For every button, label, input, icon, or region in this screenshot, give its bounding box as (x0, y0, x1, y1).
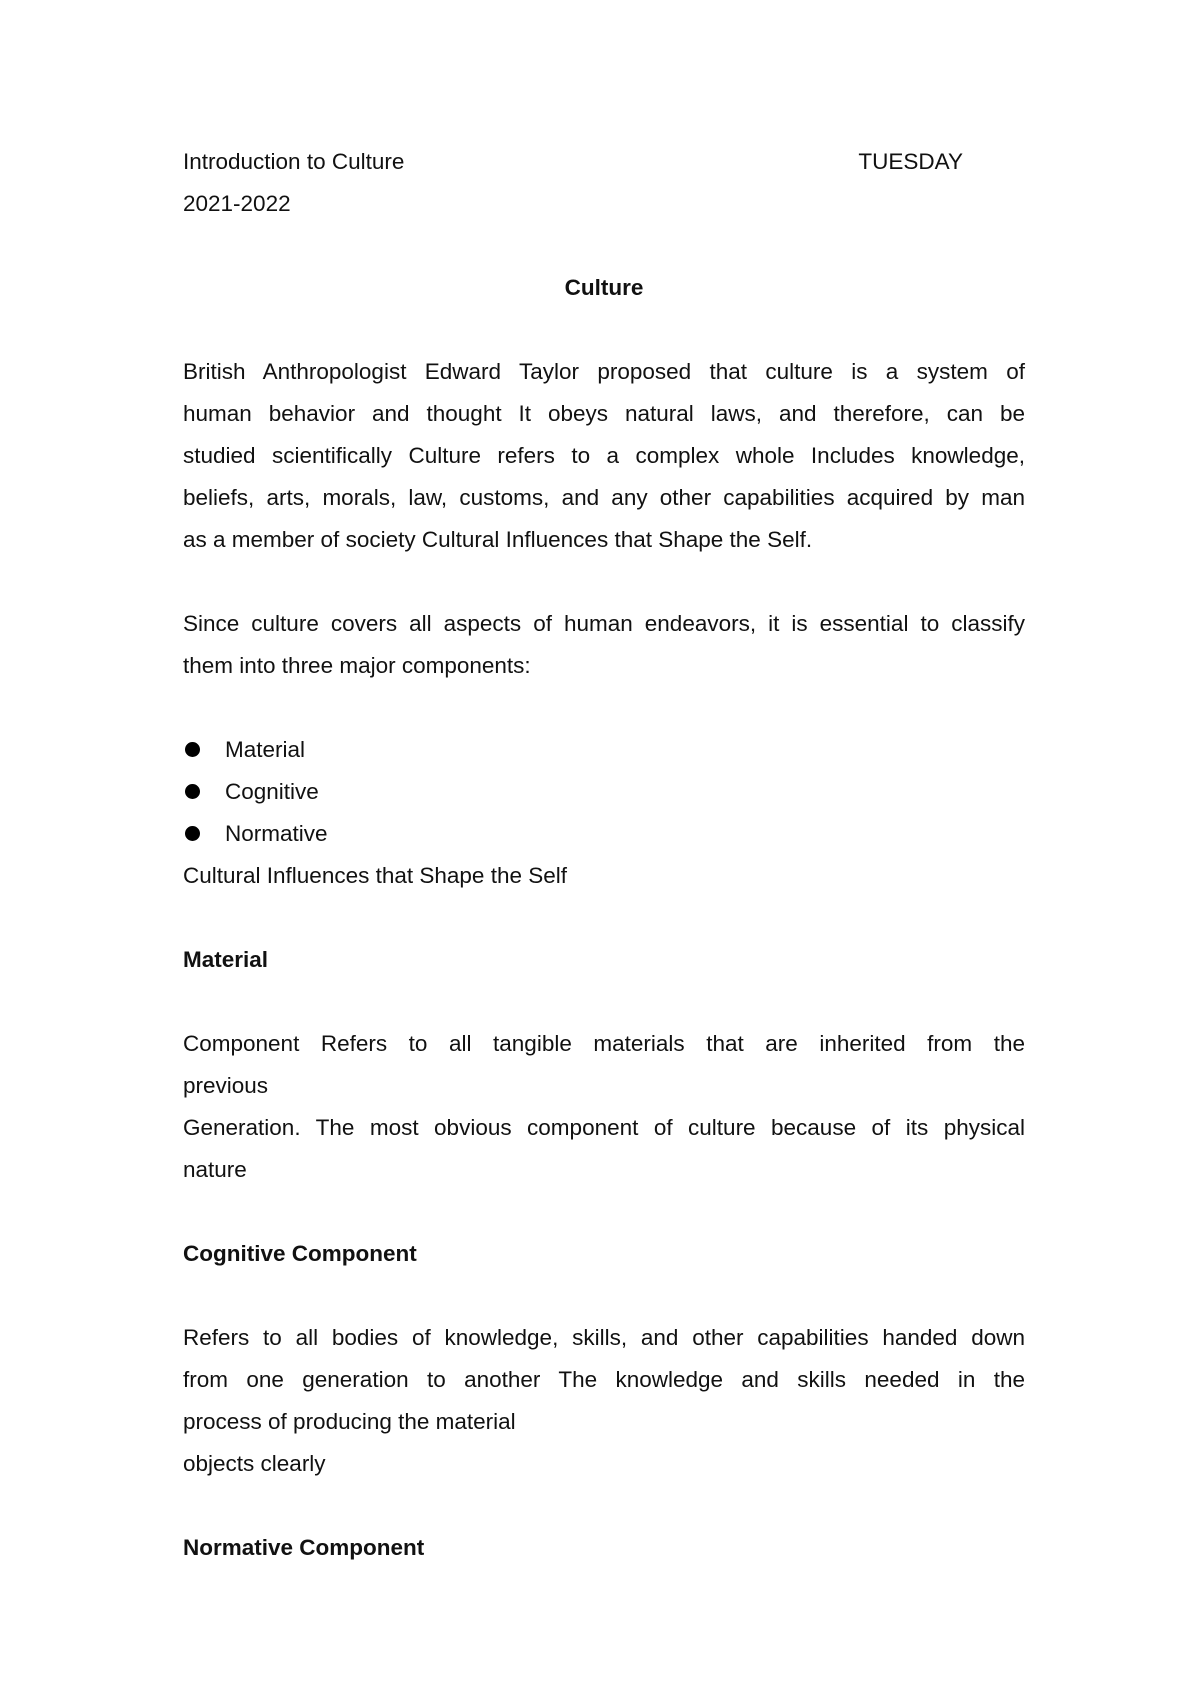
spacer (183, 1191, 1025, 1233)
spacer (183, 309, 1025, 351)
components-list (183, 729, 1025, 855)
cognitive-paragraph (183, 1317, 1025, 1485)
list-item-label: Normative (225, 821, 328, 846)
section-heading-cognitive: Cognitive Component (183, 1241, 417, 1266)
document-body (183, 141, 1025, 1569)
list-item (183, 813, 1025, 855)
paragraph-line: them into three major components: (183, 653, 531, 678)
paragraph-line: Component Refers to all tangible materials that are inherited from the (183, 1031, 1025, 1056)
paragraph-line: Generation. The most obvious component of culture because of its physical (183, 1115, 1025, 1140)
paragraph-line: human behavior and thought It obeys natural laws, and therefore, can be (183, 401, 1025, 426)
bullet-icon (185, 742, 200, 757)
section-heading-normative: Normative Component (183, 1535, 425, 1560)
academic-year: 2021-2022 (183, 191, 291, 216)
paragraph-line: previous (183, 1073, 269, 1098)
spacer (183, 1275, 1025, 1317)
material-paragraph (183, 1023, 1025, 1191)
spacer (183, 225, 1025, 267)
list-item (183, 771, 1025, 813)
paragraph-line: Since culture covers all aspects of human endeavors, it is essential to classify (183, 611, 1025, 636)
spacer (183, 687, 1025, 729)
bullet-icon (185, 826, 200, 841)
paragraph-line: objects clearly (183, 1451, 326, 1476)
paragraph-line: studied scientifically Culture refers to a complex whole Includes knowledge, (183, 443, 1025, 468)
document-header (183, 141, 963, 183)
spacer (183, 981, 1025, 1023)
spacer (183, 897, 1025, 939)
section-heading-material: Material (183, 947, 269, 972)
course-title: Introduction to Culture (183, 149, 405, 174)
after-list-text: Cultural Influences that Shape the Self (183, 863, 567, 888)
day-label: TUESDAY (858, 149, 963, 174)
paragraph-line: nature (183, 1157, 247, 1182)
paragraph-line: beliefs, arts, morals, law, customs, and any other capabilities acquired by man (183, 485, 1025, 510)
classification-paragraph (183, 603, 1025, 687)
paragraph-line: British Anthropologist Edward Taylor proposed that culture is a system of (183, 359, 1025, 384)
list-item (183, 729, 1025, 771)
paragraph-line: as a member of society Cultural Influences that Shape the Self. (183, 527, 813, 552)
page-title: Culture (564, 275, 644, 300)
spacer (183, 1485, 1025, 1527)
bullet-icon (185, 784, 200, 799)
list-item-label: Material (225, 737, 306, 762)
paragraph-line: Refers to all bodies of knowledge, skills, and other capabilities handed down (183, 1325, 1025, 1350)
paragraph-line: process of producing the material (183, 1409, 516, 1434)
paragraph-line: from one generation to another The knowledge and skills needed in the (183, 1367, 1025, 1392)
intro-paragraph (183, 351, 1025, 561)
spacer (183, 561, 1025, 603)
list-item-label: Cognitive (225, 779, 319, 804)
